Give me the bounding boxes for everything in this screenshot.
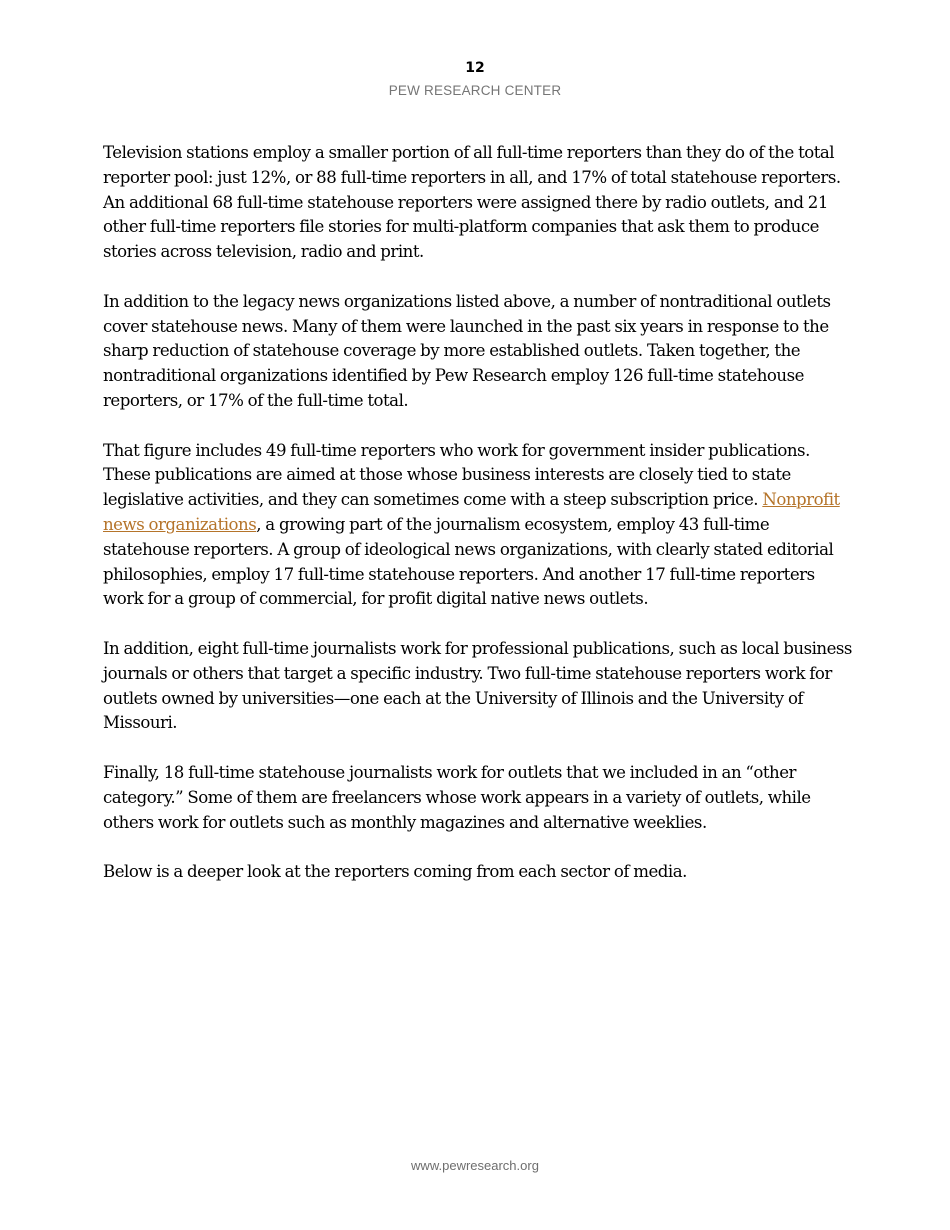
- paragraph-closing: Below is a deeper look at the reporters coming from each sector of media.: [103, 862, 687, 882]
- nonprofit-news-link[interactable]: Nonprofit news organizations: [103, 490, 840, 534]
- page-number: 12: [465, 60, 485, 76]
- paragraph-professional-publications: In addition, eight full-time journalists work for professional publications, such as local business journals or others that target a specific industry. Two full-time statehouse reporters work for outlets owned by universities—one each at the University of Illinois and the University of Missouri.: [103, 638, 852, 733]
- paragraph-television: Television stations employ a smaller portion of all full-time reporters than they do of the total reporter pool: just 12%, or 88 full-time reporters in all, and 17% of total statehouse reporters. An additional 68 full-time statehouse reporters were assigned there by radio outlets, and 21 other full-time reporters file stories for multi-platform companies that ask them to produce stories across television, radio and print.: [103, 143, 841, 262]
- paragraph-nontraditional: In addition to the legacy news organizations listed above, a number of nontraditional outlets cover statehouse news. Many of them were launched in the past six years in response to the sharp reduction of statehouse coverage by more established outlets. Taken together, the nontraditional organizations identified by Pew Research employ 126 full-time statehouse reporters, or 17% of the full-time total.: [103, 291, 831, 410]
- paragraph-text-after-link: , a growing part of the journalism ecosystem, employ 43 full-time statehouse reporters. A group of ideological news organizations, with clearly stated editorial philosophies, employ 17 full-time statehouse reporters. And another 17 full-time reporters work for a group of commercial, for profit digital native news outlets.: [103, 514, 834, 609]
- organization-header: PEW RESEARCH CENTER: [388, 83, 562, 98]
- footer-url: www.pewresearch.org: [411, 1158, 539, 1173]
- paragraph-insider-publications: [103, 439, 858, 613]
- paragraph-other-category: Finally, 18 full-time statehouse journalists work for outlets that we included in an “other category.” Some of them are freelancers whose work appears in a variety of outlets, while others work for outlets such as monthly magazines and alternative weeklies.: [103, 762, 811, 832]
- article-body: [103, 141, 858, 910]
- paragraph-text-before-link: That figure includes 49 full-time reporters who work for government insider publications. These publications are aimed at those whose business interests are closely tied to state legislative activities, and they can sometimes come with a steep subscription price.: [103, 440, 810, 510]
